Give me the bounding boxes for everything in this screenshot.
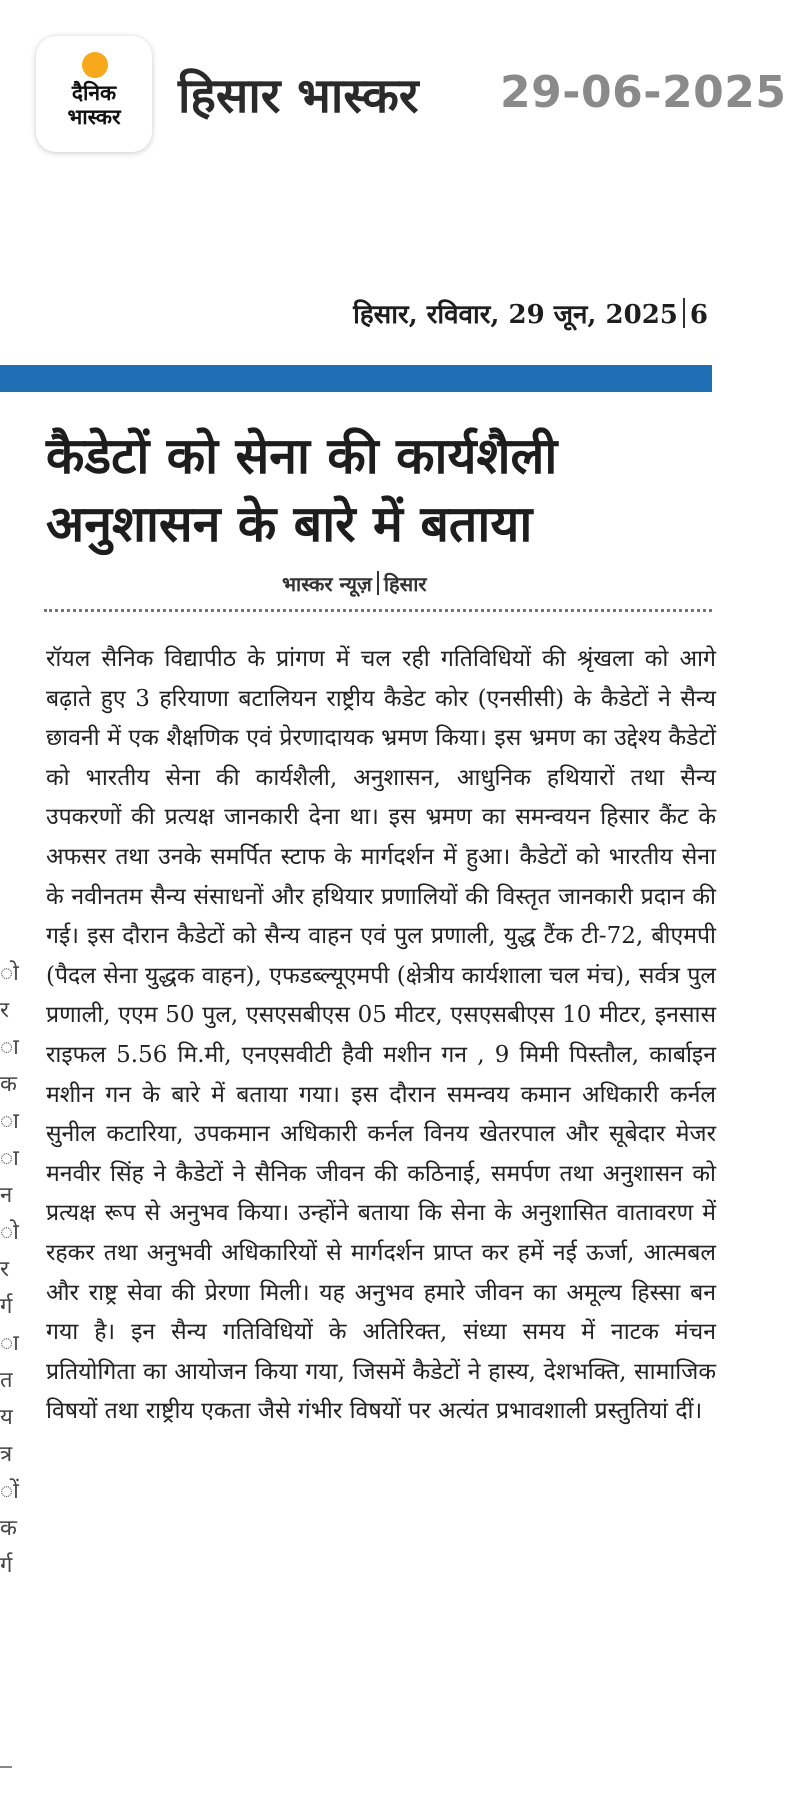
byline-place: हिसार	[383, 572, 427, 596]
paper-dateline	[353, 295, 708, 331]
fragment-char: त्र	[0, 1442, 13, 1467]
fragment-char: र	[0, 998, 9, 1023]
adjacent-column-fragments	[0, 955, 19, 1584]
logo-text-line2: भास्कर	[67, 105, 121, 129]
byline-divider	[377, 571, 379, 595]
logo-sun-icon	[82, 52, 108, 78]
fragment-char: य	[0, 1405, 13, 1430]
dateline-text: हिसार, रविवार, 29 जून, 2025	[353, 300, 678, 330]
edition-date: 29-06-2025	[500, 67, 787, 118]
fragment-char: र्ग	[0, 1553, 13, 1578]
fragment-char: ा	[0, 1109, 19, 1134]
dainik-bhaskar-logo[interactable]	[36, 36, 152, 152]
app-header	[0, 0, 800, 200]
fragment-char: न	[0, 1183, 13, 1208]
fragment-char: ा	[0, 1146, 19, 1171]
fragment-char: ो	[0, 961, 19, 986]
logo-text-line1: दैनिक	[71, 81, 117, 105]
bottom-edge-rule	[0, 1766, 12, 1768]
section-rule	[0, 365, 712, 392]
edition-title: हिसार भास्कर	[178, 68, 419, 124]
fragment-char: ो	[0, 1220, 19, 1245]
news-clipping	[0, 200, 800, 1810]
fragment-char: ों	[0, 1479, 19, 1504]
byline-dotted-rule	[44, 609, 712, 612]
article-body: रॉयल सैनिक विद्यापीठ के प्रांगण में चल रही गतिविधियों की श्रृंखला को आगे बढ़ाते हुए 3 हरियाणा बटालियन राष्ट्रीय कैडेट कोर (एनसीसी) के कैडेटों ने सैन्य छावनी में एक शैक्षणिक एवं प्रेरणादायक भ्रमण किया। इस भ्रमण का उद्देश्य कैडेटों को भारतीय सेना की कार्यशैली, अनुशासन, आधुनिक हथियारों तथा सैन्य उपकरणों की प्रत्यक्ष जानकारी देना था। इस भ्रमण का समन्वयन हिसार कैंट के अफसर तथा उनके समर्पित स्टाफ के मार्गदर्शन में हुआ। कैडेटों को भारतीय सेना के नवीनतम सैन्य संसाधनों और हथियार प्रणालियों की विस्तृत जानकारी प्रदान की गई। इस दौरान कैडेटों को सैन्य वाहन एवं पुल प्रणाली, युद्ध टैंक टी-72, बीएमपी (पैदल सेना युद्धक वाहन), एफडब्ल्यूएमपी (क्षेत्रीय कार्यशाला चल मंच), सर्वत्र पुल प्रणाली, एएम 50 पुल, एसएसबीएस 05 मीटर, एसएसबीएस 10 मीटर, इनसास राइफल 5.56 मि.मी, एनएसवीटी हैवी मशीन गन , 9 मिमी पिस्तौल, कार्बाइन मशीन गन के बारे में बताया गया। इस दौरान समन्वय कमान अधिकारी कर्नल सुनील कटारिया, उपकमान अधिकारी कर्नल विनय खेतरपाल और सूबेदार मेजर मनवीर सिंह ने कैडेटों ने सैनिक जीवन की कठिनाई, समर्पण तथा अनुशासन को प्रत्यक्ष रूप से अनुभव किया। उन्होंने बताया कि सेना के अनुशासित वातावरण में रहकर तथा अनुभवी अधिकारियों से मार्गदर्शन प्राप्त कर हमें नई ऊर्जा, आत्मबल और राष्ट्र सेवा की प्रेरणा मिली। यह अनुभव हमारे जीवन का अमूल्य हिस्सा बन गया है। इन सैन्य गतिविधियों के अतिरिक्त, संध्या समय में नाटक मंचन प्रतियोगिता का आयोजन किया गया, जिसमें कैडेटों ने हास्य, देशभक्ति, सामाजिक विषयों तथा राष्ट्रीय एकता जैसे गंभीर विषयों पर अत्यंत प्रभावशाली प्रस्तुतियां दीं।	[46, 646, 716, 1425]
fragment-char: ा	[0, 1035, 19, 1060]
fragment-char: त	[0, 1368, 13, 1393]
fragment-char: र	[0, 1257, 9, 1282]
byline-source: भास्कर न्यूज़	[282, 572, 372, 596]
fragment-char: ा	[0, 1331, 19, 1356]
dateline-divider	[683, 298, 685, 328]
page-number: 6	[689, 300, 708, 330]
article-headline: कैडेटों को सेना की कार्यशैली अनुशासन के बारे में बताया	[46, 426, 558, 553]
fragment-char: र्ग	[0, 1294, 13, 1319]
article-byline	[282, 570, 427, 597]
fragment-char: क	[0, 1072, 17, 1097]
fragment-char: क	[0, 1516, 17, 1541]
